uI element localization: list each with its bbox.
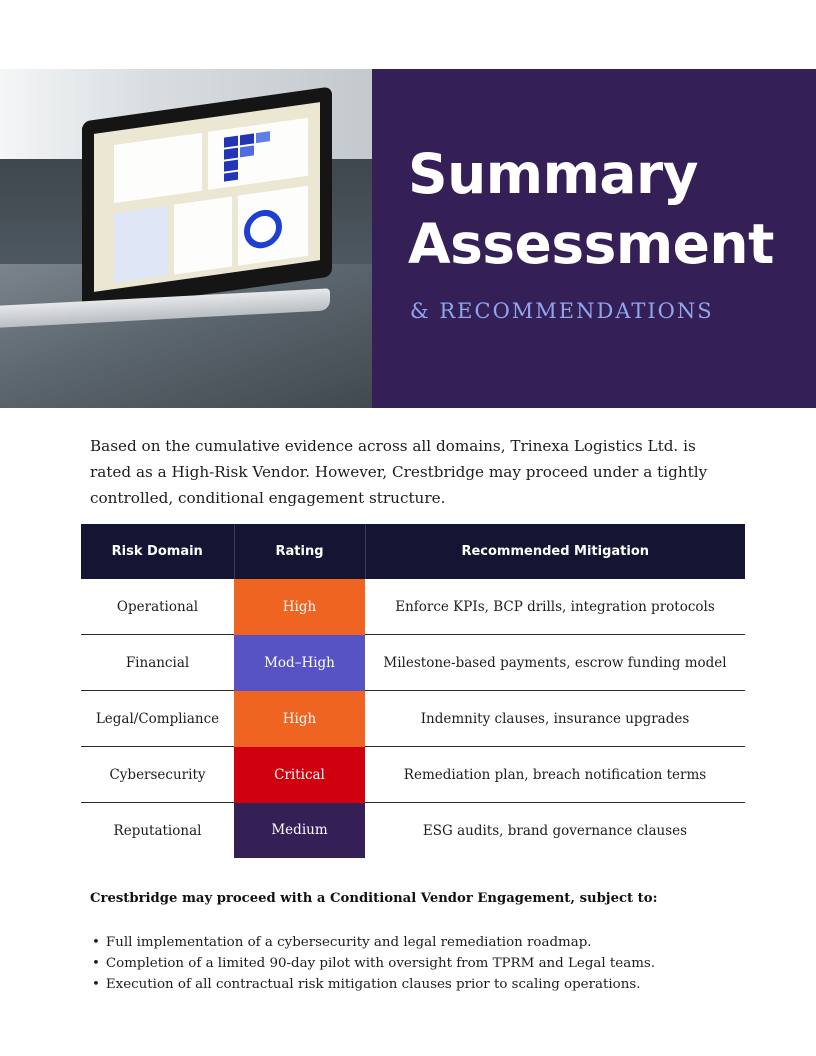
mitigation-cell: Milestone-based payments, escrow funding model <box>365 635 745 691</box>
dashboard-display <box>94 102 320 292</box>
rating-badge-cell: Mod–High <box>234 635 365 691</box>
hero-banner <box>0 69 816 408</box>
table-header-row <box>81 524 745 579</box>
mitigation-cell: Indemnity clauses, insurance upgrades <box>365 691 745 747</box>
rating-badge-cell: Medium <box>234 803 365 859</box>
intro-paragraph: Based on the cumulative evidence across all domains, Trinexa Logistics Ltd. is rated as a High-Risk Vendor. However, Crestbridge may proceed under a tightly controlled, conditional engagement structure. <box>90 437 708 507</box>
table-row <box>81 579 745 635</box>
conditions-list <box>92 932 655 995</box>
mitigation-cell: Enforce KPIs, BCP drills, integration protocols <box>365 579 745 635</box>
risk-domain-cell: Financial <box>81 635 234 691</box>
title-line-2: Assessment <box>408 212 774 276</box>
column-header-rating: Rating <box>234 524 365 579</box>
column-header-risk-domain: Risk Domain <box>81 524 234 579</box>
risk-domain-cell: Cybersecurity <box>81 747 234 803</box>
list-item: • Full implementation of a cybersecurity and legal remediation roadmap. <box>92 932 655 953</box>
table-row <box>81 635 745 691</box>
risk-assessment-table <box>81 524 745 858</box>
rating-badge-cell: High <box>234 579 365 635</box>
list-item: • Completion of a limited 90-day pilot with oversight from TPRM and Legal teams. <box>92 953 655 974</box>
list-item: • Execution of all contractual risk mitigation clauses prior to scaling operations. <box>92 974 655 995</box>
page-subtitle: & RECOMMENDATIONS <box>410 299 714 323</box>
rating-badge-cell: Critical <box>234 747 365 803</box>
title-line-1: Summary <box>408 142 698 206</box>
mitigation-cell: ESG audits, brand governance clauses <box>422 822 688 839</box>
table-row <box>81 803 745 859</box>
title-panel <box>372 69 816 408</box>
risk-domain-cell: Operational <box>81 579 234 635</box>
risk-domain-cell: Reputational <box>113 822 202 839</box>
conditions-heading: Crestbridge may proceed with a Conditional Vendor Engagement, subject to: <box>90 891 658 906</box>
column-header-mitigation: Recommended Mitigation <box>365 524 745 579</box>
rating-badge-cell: High <box>234 691 365 747</box>
table-row <box>81 747 745 803</box>
mitigation-cell: Remediation plan, breach notification terms <box>365 747 745 803</box>
laptop-screen <box>82 86 332 311</box>
table-row <box>81 691 745 747</box>
page-title <box>408 139 774 279</box>
laptop-dashboard-photo <box>0 69 372 408</box>
risk-domain-cell: Legal/Compliance <box>81 691 234 747</box>
